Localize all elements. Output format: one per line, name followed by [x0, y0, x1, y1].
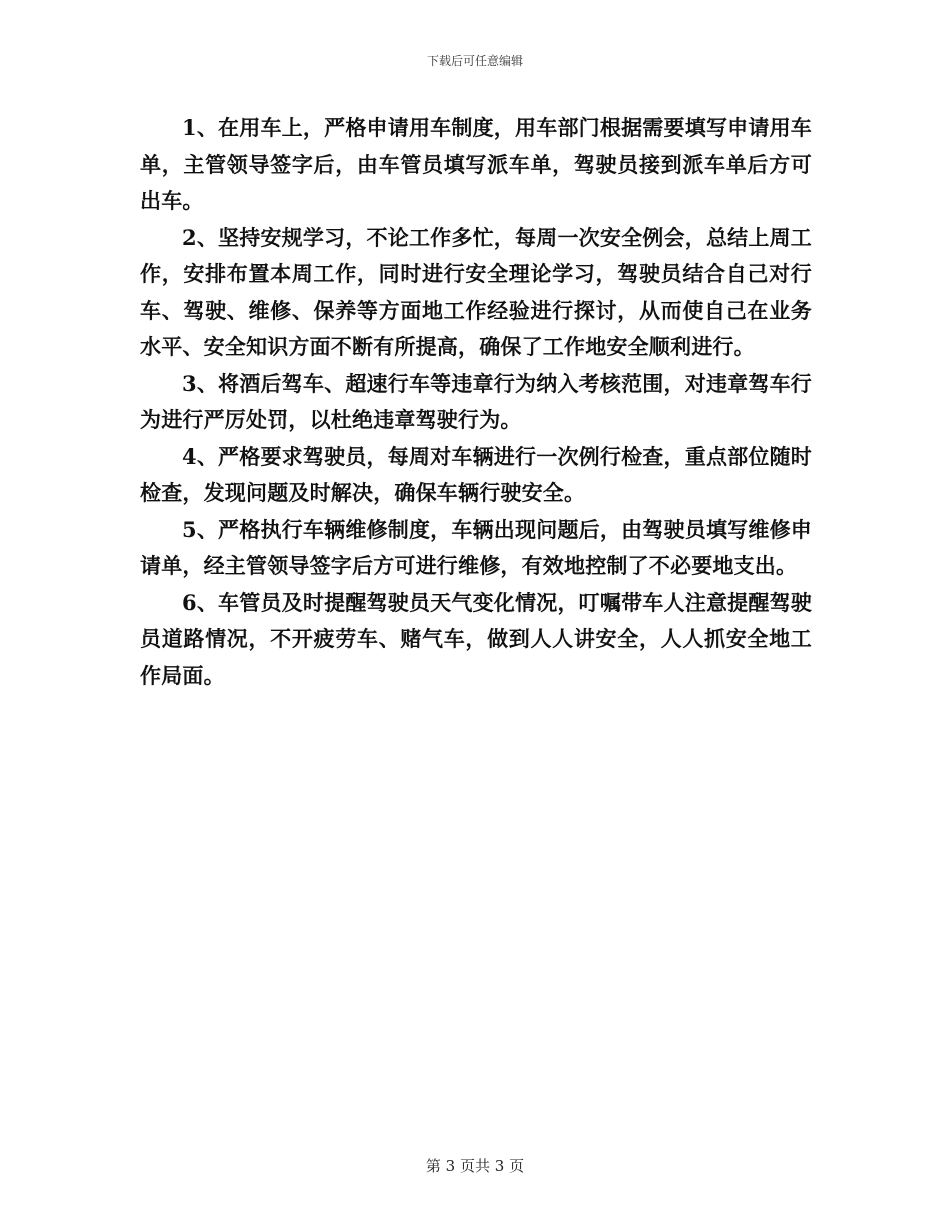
- paragraph-4: 4、严格要求驾驶员，每周对车辆进行一次例行检查，重点部位随时检查，发现问题及时解决，确保车辆行驶安全。: [140, 443, 812, 505]
- paragraph-1: 1、在用车上，严格申请用车制度，用车部门根据需要填写申请用车单，主管领导签字后，由车管员填写派车单，驾驶员接到派车单后方可出车。: [140, 115, 812, 213]
- document-body: [140, 110, 812, 694]
- paragraph-6: 6、车管员及时提醒驾驶员天气变化情况，叮嘱带车人注意提醒驾驶员道路情况，不开疲劳车、赌气车，做到人人讲安全，人人抓安全地工作局面。: [140, 589, 812, 688]
- paragraph-5: 5、严格执行车辆维修制度，车辆出现问题后，由驾驶员填写维修申请单，经主管领导签字后方可进行维修，有效地控制了不必要地支出。: [140, 516, 812, 578]
- paragraph-3: 3、将酒后驾车、超速行车等违章行为纳入考核范围，对违章驾车行为进行严厉处罚，以杜绝违章驾驶行为。: [140, 370, 812, 432]
- page-header: 下载后可任意编辑: [426, 54, 523, 68]
- page-number: 第 3 页共 3 页: [425, 1157, 525, 1175]
- paragraph-2: 2、坚持安规学习，不论工作多忙，每周一次安全例会，总结上周工作，安排布置本周工作，同时进行安全理论学习，驾驶员结合自己对行车、驾驶、维修、保养等方面地工作经验进行探讨，从而使自己在业务水平、安全知识方面不断有所提高，确保了工作地安全顺利进行。: [140, 224, 812, 359]
